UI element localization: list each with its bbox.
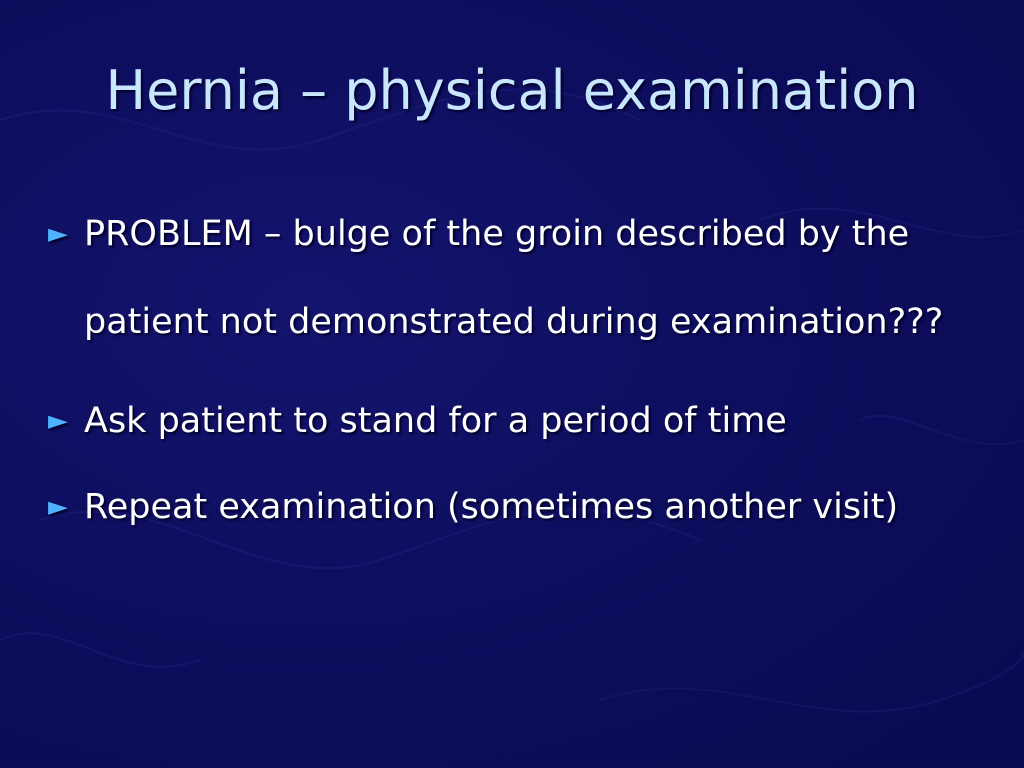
bullet-list [48,206,988,532]
triangle-right-icon: ► [48,219,68,249]
slide-title: Hernia – physical examination [105,59,919,122]
bullet-text: Repeat examination (sometimes another visit) [84,487,899,527]
triangle-right-icon: ► [48,406,68,436]
bullet-text: PROBLEM – bulge of the groin described by the patient not demonstrated during examination??? [84,214,944,342]
bullet-item [48,190,988,366]
triangle-right-icon: ► [48,492,68,522]
bullet-item [48,482,988,532]
bullet-item [48,396,988,446]
bullet-text: Ask patient to stand for a period of time [84,401,787,441]
